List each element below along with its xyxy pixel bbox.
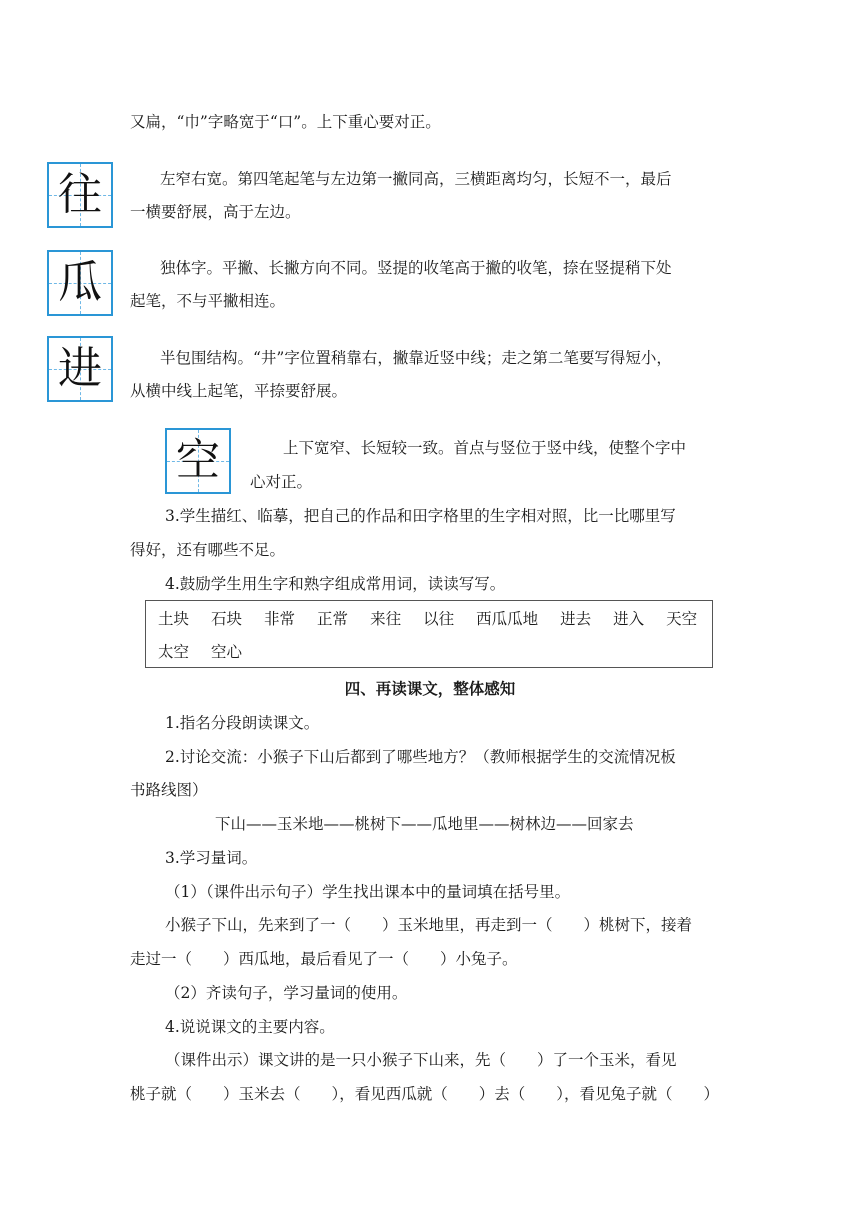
tianzige-grid — [47, 162, 113, 228]
section-heading: 四、再读课文，整体感知 — [344, 679, 516, 698]
step-3-line: 得好，还有哪些不足。 — [130, 541, 286, 559]
grid-character: 瓜 — [58, 257, 102, 308]
quantifier-sentence-line: 走过一（ ）西瓜地，最后看见了一（ ）小兔子。 — [130, 950, 518, 968]
word: 空心 — [211, 643, 243, 661]
step-3-line: 3.学生描红、临摹，把自己的作品和田字格里的生字相对照，比一比哪里写 — [165, 507, 676, 525]
step-line: 4.说说课文的主要内容。 — [165, 1018, 335, 1036]
paragraph-continuation: 又扁，“巾”字略宽于“口”。上下重心要对正。 — [130, 113, 441, 131]
word: 以往 — [423, 610, 455, 628]
char-note-line: 独体字。平撇、长撇方向不同。竖提的收笔高于撇的收笔，捺在竖提稍下处 — [160, 259, 672, 277]
char-note-line: 起笔，不与平撇相连。 — [130, 292, 286, 310]
word: 进入 — [613, 610, 645, 628]
step-line: （2）齐读句子，学习量词的使用。 — [165, 984, 408, 1002]
tianzige-grid — [47, 336, 113, 402]
word-row — [158, 607, 719, 629]
char-note-line: 从横中线上起笔，平捺要舒展。 — [130, 382, 348, 400]
tianzige-grid — [47, 250, 113, 316]
grid-character: 往 — [58, 169, 102, 220]
word: 太空 — [158, 643, 190, 661]
word: 非常 — [264, 610, 296, 628]
step-line: 1.指名分段朗读课文。 — [165, 714, 320, 732]
word: 进去 — [560, 610, 592, 628]
char-note-line: 一横要舒展，高于左边。 — [130, 203, 301, 221]
char-note-line: 心对正。 — [250, 473, 313, 491]
route-line: 下山——玉米地——桃树下——瓜地里——树林边——回家去 — [215, 815, 634, 833]
char-note-line: 上下宽窄、长短较一致。首点与竖位于竖中线，使整个字中 — [283, 439, 687, 457]
word-box — [145, 600, 713, 668]
word: 土块 — [158, 610, 190, 628]
char-note-line: 左窄右宽。第四笔起笔与左边第一撇同高，三横距离均匀，长短不一，最后 — [160, 170, 672, 188]
word: 正常 — [317, 610, 349, 628]
word: 天空 — [666, 610, 698, 628]
char-note-line: 半包围结构。“井”字位置稍靠右，撇靠近竖中线；走之第二笔要写得短小， — [160, 349, 672, 367]
word-row — [158, 640, 264, 662]
step-line: 3.学习量词。 — [165, 849, 258, 867]
tianzige-grid — [165, 428, 231, 494]
step-line: 书路线图） — [130, 781, 208, 799]
summary-line: （课件出示）课文讲的是一只小猴子下山来，先（ ）了一个玉米，看见 — [165, 1051, 677, 1069]
grid-character: 进 — [58, 343, 102, 394]
grid-character: 空 — [176, 435, 220, 486]
step-4-line: 4.鼓励学生用生字和熟字组成常用词，读读写写。 — [165, 575, 506, 593]
summary-line: 桃子就（ ）玉米去（ ），看见西瓜就（ ）去（ ），看见兔子就（ ） — [130, 1085, 720, 1103]
word: 西瓜瓜地 — [476, 610, 539, 628]
step-line: 2.讨论交流：小猴子下山后都到了哪些地方？（教师根据学生的交流情况板 — [165, 748, 676, 766]
quantifier-sentence-line: 小猴子下山，先来到了一（ ）玉米地里，再走到一（ ）桃树下，接着 — [165, 916, 693, 934]
step-line: （1）（课件出示句子）学生找出课本中的量词填在括号里。 — [165, 883, 571, 901]
word: 石块 — [211, 610, 243, 628]
word: 来往 — [370, 610, 402, 628]
